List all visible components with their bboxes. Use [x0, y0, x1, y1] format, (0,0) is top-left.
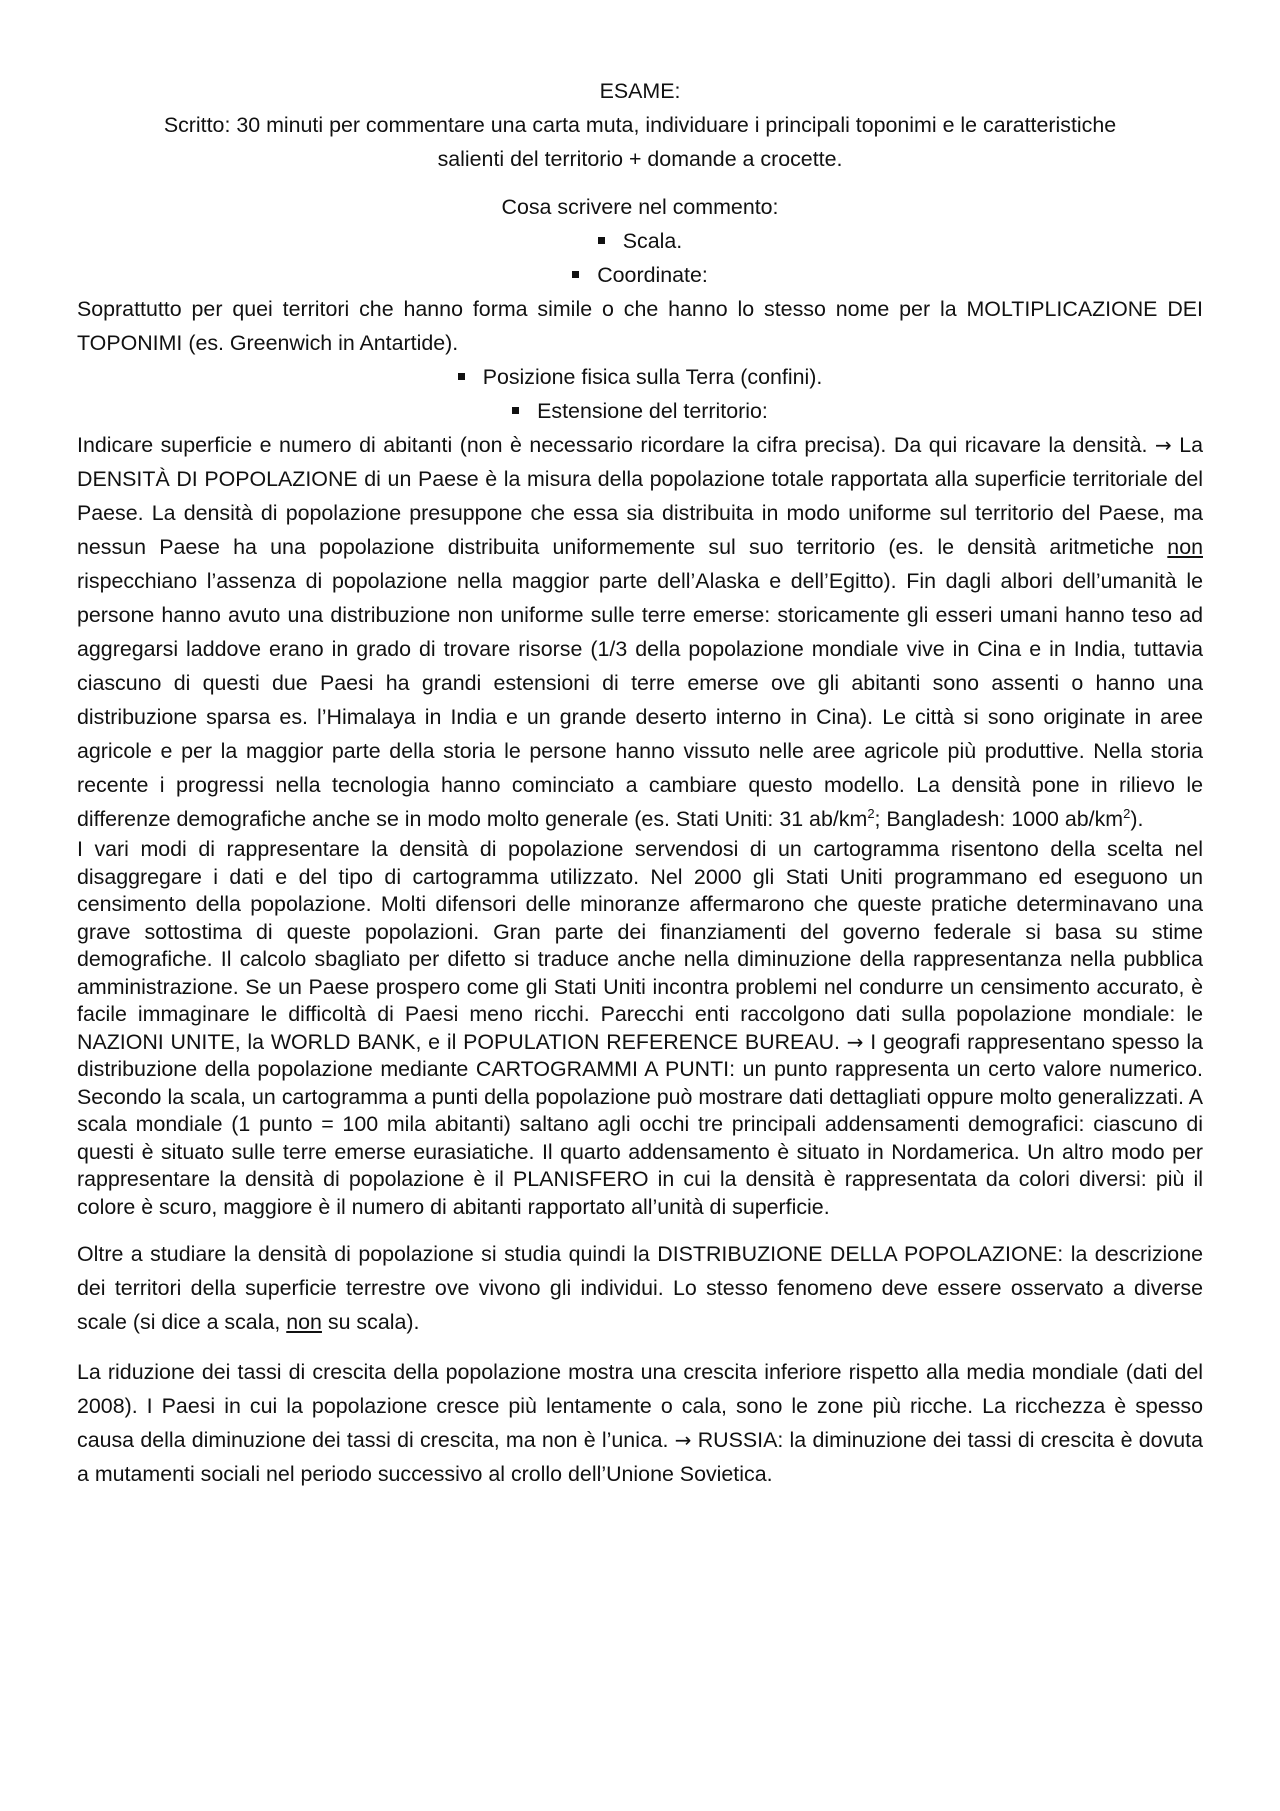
comment-bullets-2 [77, 360, 1203, 428]
bullet-icon [458, 373, 465, 380]
paragraph-crescita: La riduzione dei tassi di crescita della popolazione mostra una crescita inferiore rispetto alla media mondiale (dati del 2008). I Paesi in cui la popolazione cresce più lentamente o cala, sono le zone più ricche. La ricchezza è spesso causa della diminuzione dei tassi di crescita, ma non è l’unica. → RUSSIA: la diminuzione dei tassi di crescita è dovuta a mutamenti sociali nel periodo successivo al crollo dell’Unione Sovietica. [77, 1360, 1203, 1486]
bullet-icon [598, 237, 605, 244]
exam-title: ESAME: [599, 79, 681, 103]
comment-section [77, 190, 1203, 292]
paragraph-densita: Indicare superficie e numero di abitanti (non è necessario ricordare la cifra precisa). Da qui ricavare la densità. → La DENSITÀ DI POPOLAZIONE di un Paese è la misura della popolazione totale rapportata alla superficie territoriale del Paese. La densità di popolazione presuppone che essa sia distribuita in modo uniforme sul territorio del Paese, ma nessun Paese ha una popolazione distribuita uniformemente sul suo territorio (es. le densità aritmetiche non rispecchiano l’assenza di popolazione nella maggior parte dell’Alaska e dell’Egitto). Fin dagli albori dell’umanità le persone hanno avuto una distribuzione non uniforme sulle terre emerse: storicamente gli esseri umani hanno teso ad aggregarsi laddove erano in grado di trovare risorse (1/3 della popolazione mondiale vive in Cina e in India, tuttavia ciascuno di questi due Paesi ha grandi estensioni di terre emerse ove gli abitanti sono assenti o hanno una distribuzione sparsa es. l’Himalaya in India e un grande deserto interno in Cina). Le città si sono originate in aree agricole e per la maggior parte della storia le persone hanno vissuto nelle aree agricole più produttive. Nella storia recente i progressi nella tecnologia hanno cominciato a cambiare questo modello. La densità pone in rilievo le differenze demografiche anche se in modo molto generale (es. Stati Uniti: 31 $ab/km^2$; Bangladesh: 1000 $ab/km^2$). [77, 433, 1203, 831]
bullet-icon [572, 271, 579, 278]
bullet-coordinate: Coordinate: [77, 258, 1203, 292]
bullet-estensione: Estensione del territorio: [77, 394, 1203, 428]
exam-line-1: Scritto: 30 minuti per commentare una carta muta, individuare i principali toponimi e le caratteristiche [163, 113, 1117, 137]
exam-header [77, 74, 1203, 176]
exam-line-2: salienti del territorio + domande a crocette. [437, 147, 843, 171]
coordinate-text: Soprattutto per quei territori che hanno forma simile o che hanno lo stesso nome per la MOLTIPLICAZIONE DEI TOPONIMI (es. Greenwich in Antartide). [77, 297, 1203, 355]
arrow-right-icon: → [846, 1029, 864, 1054]
comment-heading: Cosa scrivere nel commento: [501, 195, 779, 219]
arrow-right-icon: → [674, 1428, 692, 1452]
underlined-word: non [286, 1310, 322, 1334]
bullet-icon [512, 407, 519, 414]
arrow-right-icon: → [1154, 433, 1172, 457]
paragraph-distribuzione: Oltre a studiare la densità di popolazione si studia quindi la DISTRIBUZIONE DELLA POPOLAZIONE: la descrizione dei territori della superficie terrestre ove vivono gli individui. Lo stesso fenomeno deve essere osservato a diverse scale (si dice a scala, non su scala). [77, 1242, 1203, 1334]
bullet-posizione: Posizione fisica sulla Terra (confini). [77, 360, 1203, 394]
paragraph-cartogrammi: I vari modi di rappresentare la densità di popolazione servendosi di un cartogramma risentono della scelta nel disaggregare i dati e del tipo di cartogramma utilizzato. Nel 2000 gli Stati Uniti programmano ed eseguono un censimento della popolazione. Molti difensori delle minoranze affermarono che queste pratiche determinavano una grave sottostima di queste popolazioni. Gran parte dei finanziamenti del governo federale si basa su stime demografiche. Il calcolo sbagliato per difetto si traduce anche nella diminuzione della rappresentanza nella pubblica amministrazione. Se un Paese prospero come gli Stati Uniti incontra problemi nel condurre un censimento accurato, è facile immaginare le difficoltà di Paesi meno ricchi. Parecchi enti raccolgono dati sulla popolazione mondiale: le NAZIONI UNITE, la WORLD BANK, e il POPULATION REFERENCE BUREAU. → I geografi rappresentano spesso la distribuzione della popolazione mediante CARTOGRAMMI A PUNTI: un punto rappresenta un certo valore numerico. Secondo la scala, un cartogramma a punti della popolazione può mostrare dati dettagliati oppure molto generalizzati. A scala mondiale (1 punto = 100 mila abitanti) saltano agli occhi tre principali addensamenti demografici: ciascuno di questi è situato sulle terre emerse eurasiatiche. Il quarto addensamento è situato in Nordamerica. Un altro modo per rappresentare la densità di popolazione è il PLANISFERO in cui la densità è rappresentata da colori diversi: più il colore è scuro, maggiore è il numero di abitanti rapportato all’unità di superficie. [77, 837, 1203, 1219]
bullet-scala: Scala. [77, 224, 1203, 258]
underlined-word: non [1167, 535, 1203, 559]
